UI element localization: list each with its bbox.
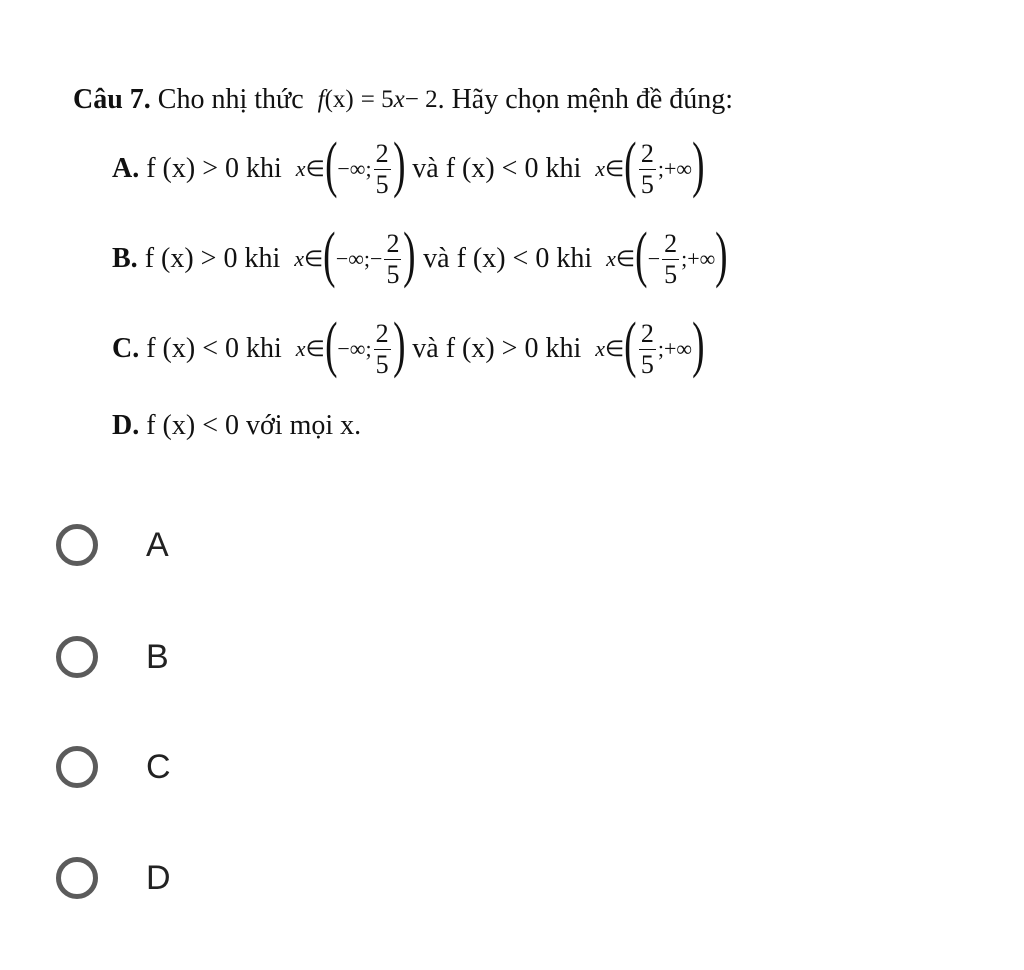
option-label: B [146, 637, 169, 676]
statement-letter: C. [112, 333, 140, 364]
interval-2: x ∈ ( $\frac{2}{5}$ ;+∞ ) [595, 131, 705, 199]
interval-1: x ∈ ( −∞; $\frac{2}{5}$ ) [295, 311, 406, 379]
question-text-after: . Hãy chọn mệnh đề đúng: [437, 84, 734, 115]
question-number: Câu 7. [73, 84, 151, 115]
option-a[interactable] [56, 515, 169, 575]
interval-1: x ∈ ( −∞;− $\frac{2}{5}$ ) [294, 221, 416, 289]
option-label: C [146, 747, 171, 786]
interval-2: x ∈ ( $\frac{2}{5}$ ;+∞ ) [595, 311, 705, 379]
statement-a: A. f (x) > 0 khi x ∈ ( −∞; $\frac{2}{5}$ ) và f (x) < 0 khi x ∈ ( $\frac{2}{5}$ ;+∞ ) [112, 131, 705, 199]
interval-2: x ∈ ( − $\frac{2}{5}$ ;+∞ ) [606, 221, 728, 289]
radio-unchecked-icon[interactable] [56, 524, 98, 566]
question-title [73, 84, 733, 116]
option-d[interactable] [56, 848, 171, 908]
radio-unchecked-icon[interactable] [56, 746, 98, 788]
option-b[interactable] [56, 627, 169, 687]
radio-unchecked-icon[interactable] [56, 636, 98, 678]
statement-c: C. f (x) < 0 khi x ∈ ( −∞; $\frac{2}{5}$ ) và f (x) > 0 khi x ∈ ( $\frac{2}{5}$ ;+∞ ) [112, 311, 705, 379]
statement-b: B. f (x) > 0 khi x ∈ ( −∞;− $\frac{2}{5}$ ) và f (x) < 0 khi x ∈ ( − $\frac{2}{5}$ ;+∞ ) [112, 221, 728, 289]
statement-text: f (x) < 0 với mọi x. [146, 410, 362, 441]
question-text: Cho nhị thức [157, 84, 304, 115]
statement-d [112, 410, 361, 442]
interval-1: x ∈ ( −∞; $\frac{2}{5}$ ) [295, 131, 406, 199]
radio-unchecked-icon[interactable] [56, 857, 98, 899]
statement-letter: A. [112, 153, 140, 184]
statement-letter: B. [112, 243, 138, 274]
question-block [0, 0, 1024, 480]
option-c[interactable] [56, 737, 171, 797]
option-label: D [146, 858, 171, 897]
question-formula: f (x) = 5 x − 2 [317, 86, 438, 113]
option-label: A [146, 525, 169, 564]
statement-letter: D. [112, 410, 140, 441]
